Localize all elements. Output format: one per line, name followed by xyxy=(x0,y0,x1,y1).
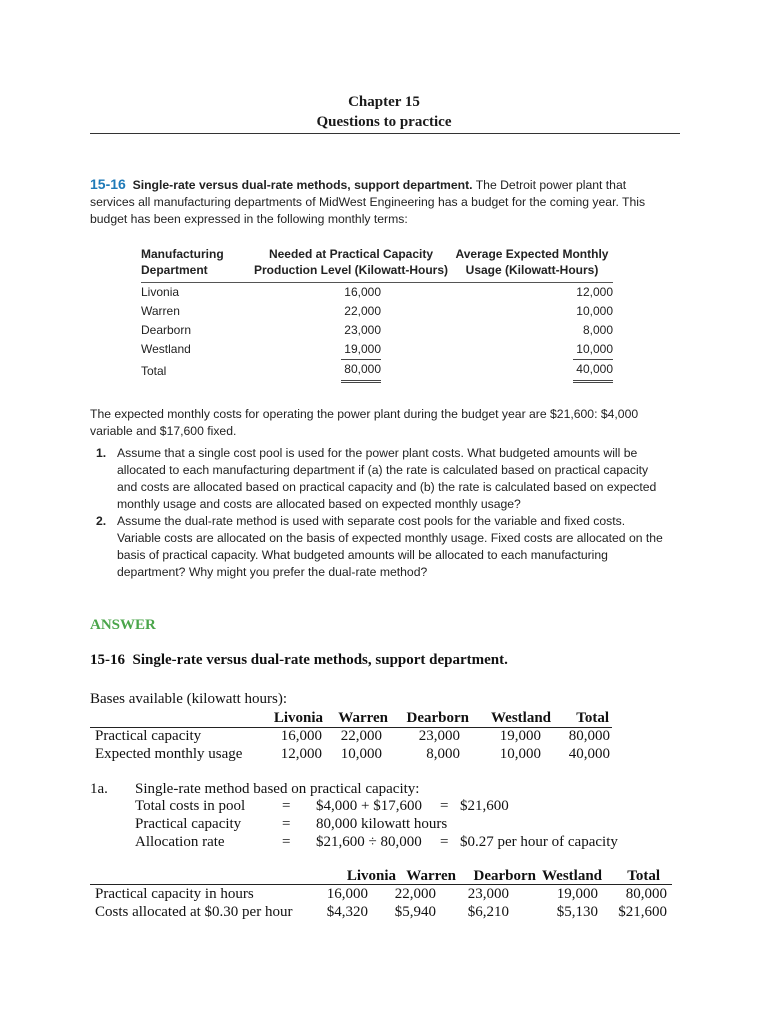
problem-intro xyxy=(90,176,670,228)
problem-intro-text: The Detroit power plant that services all manufacturing departments of MidWest Engineering has a budget for the coming year. This budget has been expressed in the following monthly terms: xyxy=(90,178,646,226)
table-cell: 12,000 xyxy=(576,285,613,299)
table-cell: Warren xyxy=(141,304,180,318)
bases-label: Bases available (kilowatt hours): xyxy=(90,691,288,707)
table-cell: $4,320 xyxy=(326,904,368,920)
table-cell: 10,000 xyxy=(340,746,382,762)
table-total-cell: 40,000 xyxy=(573,359,613,383)
table-cell: Total xyxy=(141,363,167,378)
table-cell: 22,000 xyxy=(394,886,436,902)
table-cell: 22,000 xyxy=(340,728,382,744)
table-cell: 8,000 xyxy=(426,746,460,762)
chapter-title: Chapter 15 xyxy=(348,94,420,110)
column-header: Livonia xyxy=(273,710,323,726)
table-total-cell: 80,000 xyxy=(341,359,381,383)
question-number: 1. xyxy=(96,446,107,460)
capacity-table xyxy=(141,246,613,383)
answer-title: 15-16 Single-rate versus dual-rate methods, support department. xyxy=(90,652,508,668)
column-header: Westland xyxy=(541,868,602,884)
column-header: Livonia xyxy=(346,868,396,884)
column-header: Dearborn xyxy=(406,710,469,726)
calc-label: Allocation rate xyxy=(135,834,225,850)
calc-expression: $21,600 ÷ 80,000 xyxy=(316,834,422,850)
calc-equals: = xyxy=(282,798,291,814)
table-cell: Dearborn xyxy=(141,323,192,337)
table-row xyxy=(141,302,613,321)
calc-expression: $4,000 + $17,600 xyxy=(316,798,422,814)
table-cell: 23,000 xyxy=(467,886,509,902)
column-header: Needed at Practical Capacity Production Level (Kilowatt-Hours) xyxy=(253,247,448,277)
column-header: Average Expected Monthly Usage (Kilowatt-Hours) xyxy=(455,247,609,277)
calc-equals: = xyxy=(440,834,449,850)
table-cell: 16,000 xyxy=(280,728,322,744)
row-label: Costs allocated at $0.30 per hour xyxy=(95,904,293,920)
table-cell: 10,000 xyxy=(576,342,613,356)
calc-expression: 80,000 kilowatt hours xyxy=(316,816,448,832)
table-cell: $21,600 xyxy=(618,904,667,920)
question-number: 2. xyxy=(96,514,107,528)
costs-paragraph: The expected monthly costs for operating the power plant during the budget year are $21,600: $4,000 variable and $17,600 fixed. xyxy=(90,407,639,438)
problem-title: Single-rate versus dual-rate methods, support department. xyxy=(132,178,473,192)
table-cell: 23,000 xyxy=(418,728,460,744)
column-header: Warren xyxy=(338,710,388,726)
page-header xyxy=(0,92,768,132)
table-cell: 19,000 xyxy=(344,342,381,356)
table-total-row xyxy=(141,359,613,383)
row-label: Practical capacity xyxy=(95,728,202,744)
calc-equals: = xyxy=(282,834,291,850)
row-label: Practical capacity in hours xyxy=(95,886,254,902)
table-cell: 10,000 xyxy=(576,304,613,318)
table-cell: $5,130 xyxy=(556,904,598,920)
table-cell: 12,000 xyxy=(280,746,322,762)
table-cell: 22,000 xyxy=(344,304,381,318)
part-number: 1a. xyxy=(90,781,108,797)
column-header: Warren xyxy=(406,868,456,884)
table-cell: 40,000 xyxy=(568,746,610,762)
calc-label: Practical capacity xyxy=(135,816,242,832)
question-text: Assume that a single cost pool is used for the power plant costs. What budgeted amounts will be allocated to each manufacturing department if (a) the rate is calculated based on practical capacity and costs are allocated based on practical capacity and (b) the rate is calculated based on expected monthly usage and costs are allocated based on expected monthly usage? xyxy=(117,446,657,511)
answer-label: ANSWER xyxy=(90,617,156,633)
column-header: Total xyxy=(627,868,660,884)
column-header: Dearborn xyxy=(473,868,536,884)
table-cell: 8,000 xyxy=(582,323,613,337)
table-row xyxy=(141,340,613,359)
question-item xyxy=(96,445,666,513)
calc-label: Total costs in pool xyxy=(135,798,246,814)
table-header-row xyxy=(141,246,613,283)
calc-result: $0.27 per hour of capacity xyxy=(460,834,618,850)
part-heading: Single-rate method based on practical capacity: xyxy=(135,781,420,797)
problem-number: 15-16 xyxy=(90,176,126,192)
table-cell: 19,000 xyxy=(556,886,598,902)
table-cell: Livonia xyxy=(141,285,180,299)
calc-equals: = xyxy=(440,798,449,814)
table-row xyxy=(141,321,613,340)
header-rule xyxy=(90,133,680,134)
table-cell: 19,000 xyxy=(499,728,541,744)
calc-result: $21,600 xyxy=(460,798,509,814)
table-cell: 16,000 xyxy=(344,285,381,299)
column-header: Westland xyxy=(490,710,551,726)
column-header: Manufacturing Department xyxy=(141,247,224,277)
table-cell: $5,940 xyxy=(394,904,436,920)
column-header: Total xyxy=(576,710,609,726)
table-cell: $6,210 xyxy=(467,904,509,920)
table-row xyxy=(141,283,613,303)
table-cell: 23,000 xyxy=(344,323,381,337)
row-label: Expected monthly usage xyxy=(95,746,243,762)
calc-equals: = xyxy=(282,816,291,832)
table-cell: 10,000 xyxy=(499,746,541,762)
table-cell: 80,000 xyxy=(625,886,667,902)
question-item xyxy=(96,513,666,581)
chapter-subtitle: Questions to practice xyxy=(316,114,452,130)
table-cell: Westland xyxy=(141,342,191,356)
table-cell: 16,000 xyxy=(326,886,368,902)
question-text: Assume the dual-rate method is used with separate cost pools for the variable and fixed costs. Variable costs are allocated on the basis of expected monthly usage. Fixed costs are allocated on the basis of practical capacity. What budgeted amounts will be allocated to each manufacturing department? Why might you prefer the dual-rate method? xyxy=(117,514,663,579)
table-cell: 80,000 xyxy=(568,728,610,744)
